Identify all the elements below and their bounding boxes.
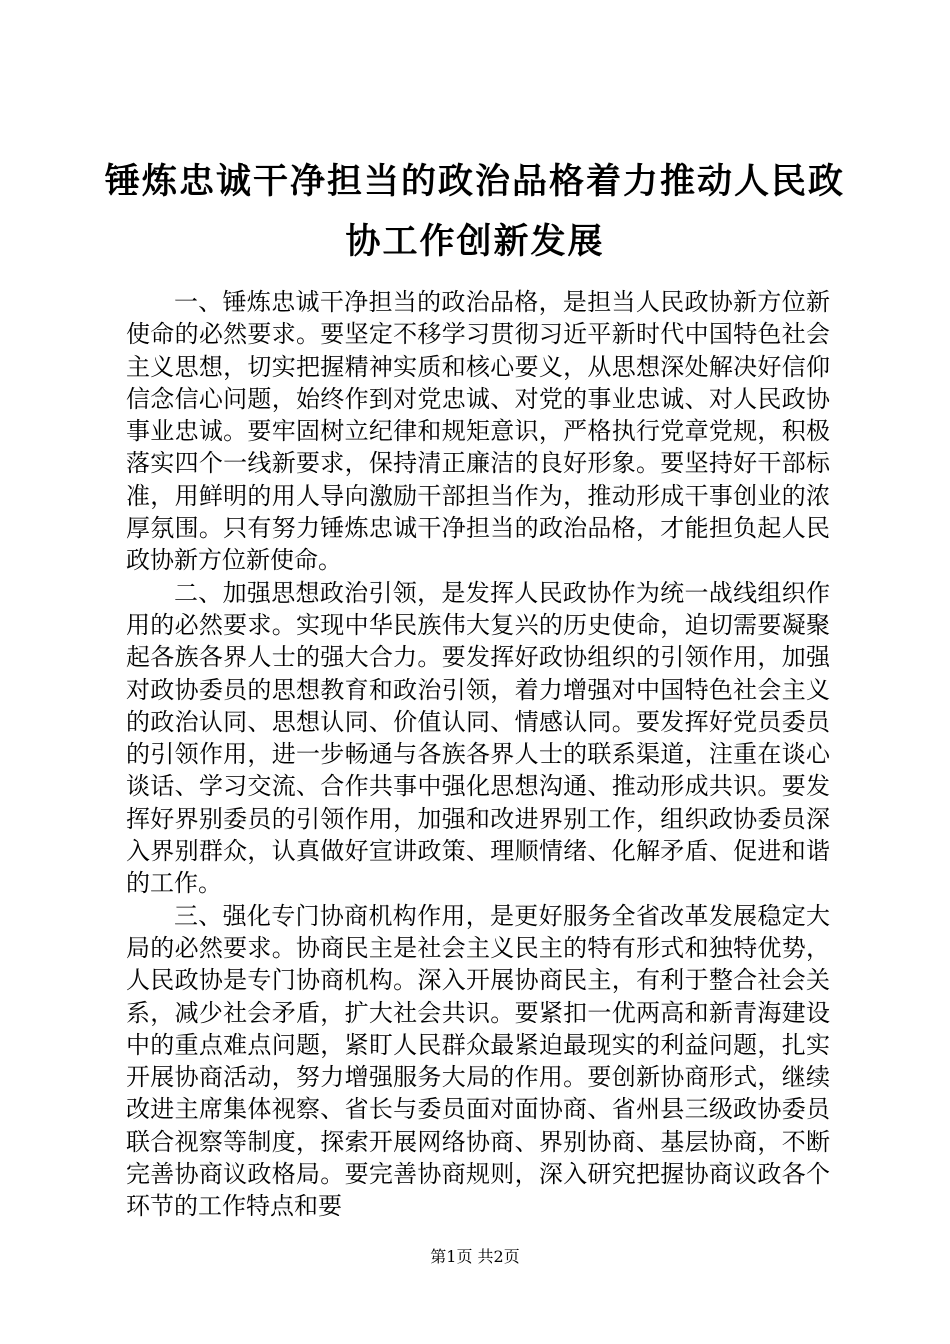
document-title-line-1: 锤炼忠诚干净担当的政治品格着力推动人民政 [104, 161, 845, 202]
paragraph-3: 三、强化专门协商机构作用，是更好服务全省改革发展稳定大局的必然要求。协商民主是社会主义民主的特有形式和独特优势，人民政协是专门协商机构。深入开展协商民主，有利于整合社会关系，减少社会矛盾，扩大社会共识。要紧扣一优两高和新青海建设中的重点难点问题，紧盯人民群众最紧迫最现实的利益问题，扎实开展协商活动，努力增强服务大局的作用。要创新协商形式，继续改进主席集体视察、省长与委员面对面协商、省州县三级政协委员联合视察等制度，探索开展网络协商、界别协商、基层协商，不断完善协商议政格局。要完善协商规则，深入研究把握协商议政各个环节的工作特点和要 [126, 901, 830, 1221]
paragraph-2: 二、加强思想政治引领，是发挥人民政协作为统一战线组织作用的必然要求。实现中华民族伟大复兴的历史使命，迫切需要凝聚起各族各界人士的强大合力。要发挥好政协组织的引领作用，加强对政协委员的思想教育和政治引领，着力增强对中国特色社会主义的政治认同、思想认同、价值认同、情感认同。要发挥好党员委员的引领作用，进一步畅通与各族各界人士的联系渠道，注重在谈心谈话、学习交流、合作共事中强化思想沟通、推动形成共识。要发挥好界别委员的引领作用，加强和改进界别工作，组织政协委员深入界别群众，认真做好宣讲政策、理顺情绪、化解矛盾、促进和谐的工作。 [126, 578, 830, 898]
paragraph-1: 一、锤炼忠诚干净担当的政治品格，是担当人民政协新方位新使命的必然要求。要坚定不移学习贯彻习近平新时代中国特色社会主义思想，切实把握精神实质和核心要义，从思想深处解决好信仰信念信心问题，始终作到对党忠诚、对党的事业忠诚、对人民政协事业忠诚。要牢固树立纪律和规矩意识，严格执行党章党规，积极落实四个一线新要求，保持清正廉洁的良好形象。要坚持好干部标准，用鲜明的用人导向激励干部担当作为，推动形成干事创业的浓厚氛围。只有努力锤炼忠诚干净担当的政治品格，才能担负起人民政协新方位新使命。 [126, 288, 830, 575]
page-number-footer: 第1页 共2页 [430, 1247, 520, 1266]
document-body [126, 286, 830, 1223]
document-title-line-2: 协工作创新发展 [345, 221, 605, 262]
